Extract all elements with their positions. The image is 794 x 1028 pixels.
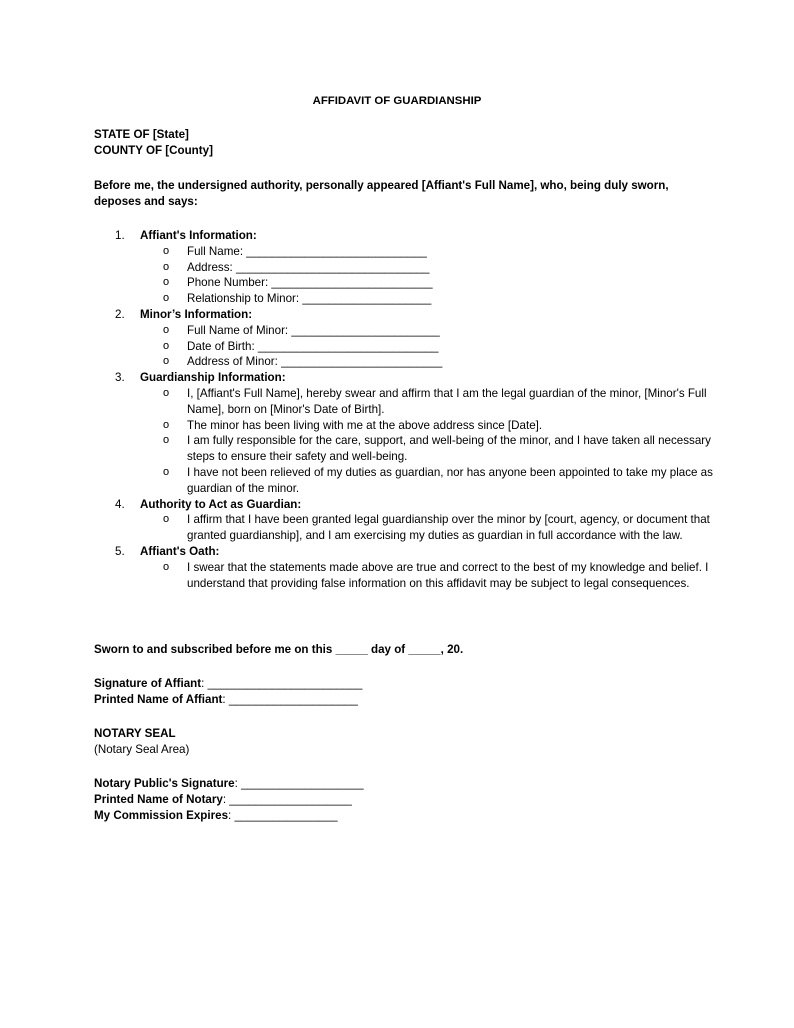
list-item-text: I swear that the statements made above are true and correct to the best of my knowledge and belief. I understand that providing false information on this affidavit may be subject to legal consequences. (187, 560, 709, 590)
list-item-text: I have not been relieved of my duties as guardian, nor has anyone been appointed to take my place as guardian of the minor. (187, 465, 713, 495)
section-3 (94, 370, 714, 496)
section-number: 2. (115, 307, 125, 321)
printed-name-of-notary-label: Printed Name of Notary (94, 793, 223, 806)
printed-name-of-affiant-blank: : ____________________ (222, 693, 358, 706)
section-number: 1. (115, 229, 125, 242)
list-item-text: Phone Number: _________________________ (187, 276, 433, 290)
circle-bullet-icon: o (163, 418, 170, 431)
circle-bullet-icon: o (163, 339, 170, 352)
signature-of-affiant-label: Signature of Affiant (94, 677, 202, 690)
circle-bullet-icon: o (163, 260, 170, 273)
state-line: STATE OF [State] (94, 128, 189, 141)
circle-bullet-icon: o (163, 465, 170, 478)
list-item (140, 560, 714, 592)
sections-list (94, 228, 714, 591)
notary-signature-blank: : ___________________ (234, 777, 364, 790)
notary-signature (94, 776, 364, 792)
list-item-text: Full Name: ____________________________ (187, 244, 427, 258)
notary-signature-label: Notary Public's Signature (94, 777, 235, 790)
list-item-text: Full Name of Minor: _______________________ (187, 323, 440, 337)
circle-bullet-icon: o (163, 513, 170, 526)
circle-bullet-icon: o (163, 276, 170, 289)
list-item (140, 244, 714, 260)
list-item-text: I am fully responsible for the care, support, and well-being of the minor, and I have taken all necessary steps to ensure their safety and well-being. (187, 434, 711, 464)
list-item (140, 354, 714, 370)
section-2 (94, 307, 714, 370)
list-item (140, 323, 714, 339)
circle-bullet-icon: o (163, 323, 170, 336)
list-item-text: Relationship to Minor: ____________________ (187, 292, 432, 306)
section-number: 4. (115, 497, 125, 511)
printed-name-of-affiant (94, 692, 358, 708)
notary-seal-area: (Notary Seal Area) (94, 743, 190, 756)
section-title: Affiant's Oath: (140, 544, 220, 558)
list-item (140, 260, 714, 276)
section-number: 3. (115, 371, 125, 385)
commission-expires-blank: : ________________ (228, 809, 338, 822)
section-title: Authority to Act as Guardian: (140, 497, 302, 511)
intro-paragraph: Before me, the undersigned authority, personally appeared [Affiant's Full Name], who, being duly sworn, deposes and says: (94, 179, 669, 208)
circle-bullet-icon: o (163, 244, 170, 257)
circle-bullet-icon: o (163, 434, 170, 447)
section-4 (94, 497, 714, 544)
section-1 (94, 228, 714, 307)
section-title: Guardianship Information: (140, 371, 286, 385)
printed-name-of-notary-blank: : ___________________ (222, 793, 352, 806)
printed-name-of-affiant-label: Printed Name of Affiant (94, 693, 223, 706)
list-item (140, 339, 714, 355)
list-item (140, 465, 714, 497)
section-items (140, 512, 714, 544)
section-items (140, 244, 714, 307)
county-line: COUNTY OF [County] (94, 144, 213, 157)
list-item (140, 433, 714, 465)
circle-bullet-icon: o (163, 386, 170, 399)
document-title: AFFIDAVIT OF GUARDIANSHIP (312, 95, 482, 107)
commission-expires-label: My Commission Expires (94, 809, 229, 822)
list-item-text: I, [Affiant's Full Name], hereby swear and affirm that I am the legal guardian of the minor, [Minor's Full Name], born on [Minor's Date of Birth]. (187, 386, 707, 416)
section-number: 5. (115, 544, 125, 558)
list-item (140, 386, 714, 418)
list-item (140, 275, 714, 291)
section-items (140, 386, 714, 497)
sworn-line: Sworn to and subscribed before me on this _____ day of _____, 20. (94, 643, 464, 656)
list-item-text: I affirm that I have been granted legal guardianship over the minor by [court, agency, or document that granted guardianship], and I am exercising my duties as guardian in full accordance with the law. (187, 513, 710, 543)
list-item-text: Date of Birth: ____________________________ (187, 339, 439, 353)
section-title: Affiant's Information: (140, 229, 257, 242)
section-items (140, 323, 714, 370)
section-title: Minor’s Information: (140, 307, 253, 321)
section-items (140, 560, 714, 592)
printed-name-of-notary (94, 792, 352, 808)
circle-bullet-icon: o (163, 292, 170, 305)
list-item (140, 512, 714, 544)
list-item (140, 418, 714, 434)
circle-bullet-icon: o (163, 355, 170, 368)
circle-bullet-icon: o (163, 560, 170, 573)
list-item-text: Address: ______________________________ (187, 260, 430, 274)
list-item-text: Address of Minor: _________________________ (187, 355, 443, 369)
signature-of-affiant (94, 676, 362, 692)
list-item (140, 291, 714, 307)
section-5 (94, 544, 714, 591)
list-item-text: The minor has been living with me at the above address since [Date]. (187, 418, 543, 432)
commission-expires (94, 808, 338, 824)
signature-of-affiant-blank: : ________________________ (201, 677, 363, 690)
notary-seal-title: NOTARY SEAL (94, 727, 176, 740)
